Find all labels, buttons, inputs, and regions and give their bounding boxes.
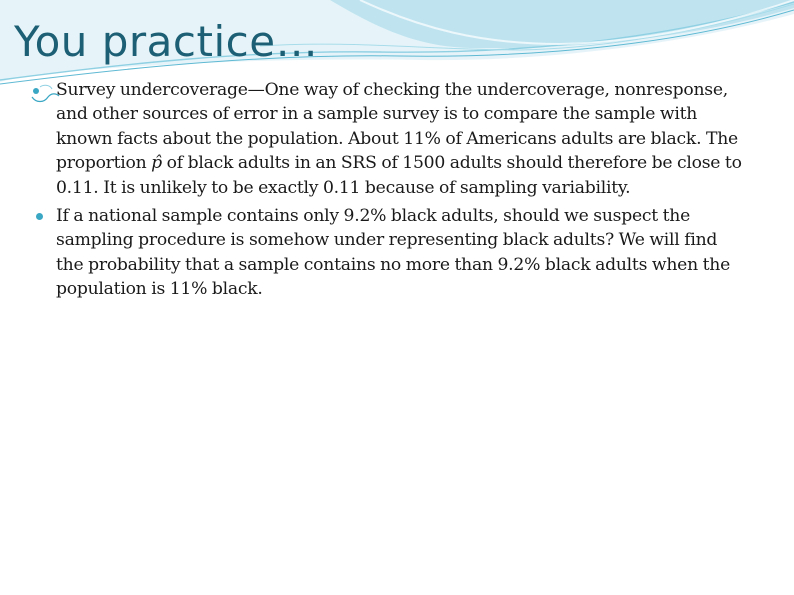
swirl-bullet-icon [30,83,60,103]
bullet-1-text-continued: of black adults in an SRS of 1500 adults should therefore be close to 0.11. It is unlikely to be exactly 0.11 because of sampling variability. [56,153,742,198]
bullet-1 [56,78,746,200]
slide-title: You practice… [14,17,319,66]
p-hat-symbol: p̂ [151,153,162,174]
bullet-dot-icon [36,213,43,220]
slide-body [56,78,746,306]
bullet-2 [56,204,746,302]
bullet-2-text: If a national sample contains only 9.2% black adults, should we suspect the sampling procedure is somehow under representing black adults? We will find the probability that a sample contains no more than 9.2% black adults when the population is 11% black. [56,206,731,300]
bullet-1-text: Survey undercoverage—One way of checking the undercoverage, nonresponse, and other sources of error in a sample survey is to compare the sample with known facts about the population. About 11% of Americans adults are black. The proportion [56,80,738,174]
